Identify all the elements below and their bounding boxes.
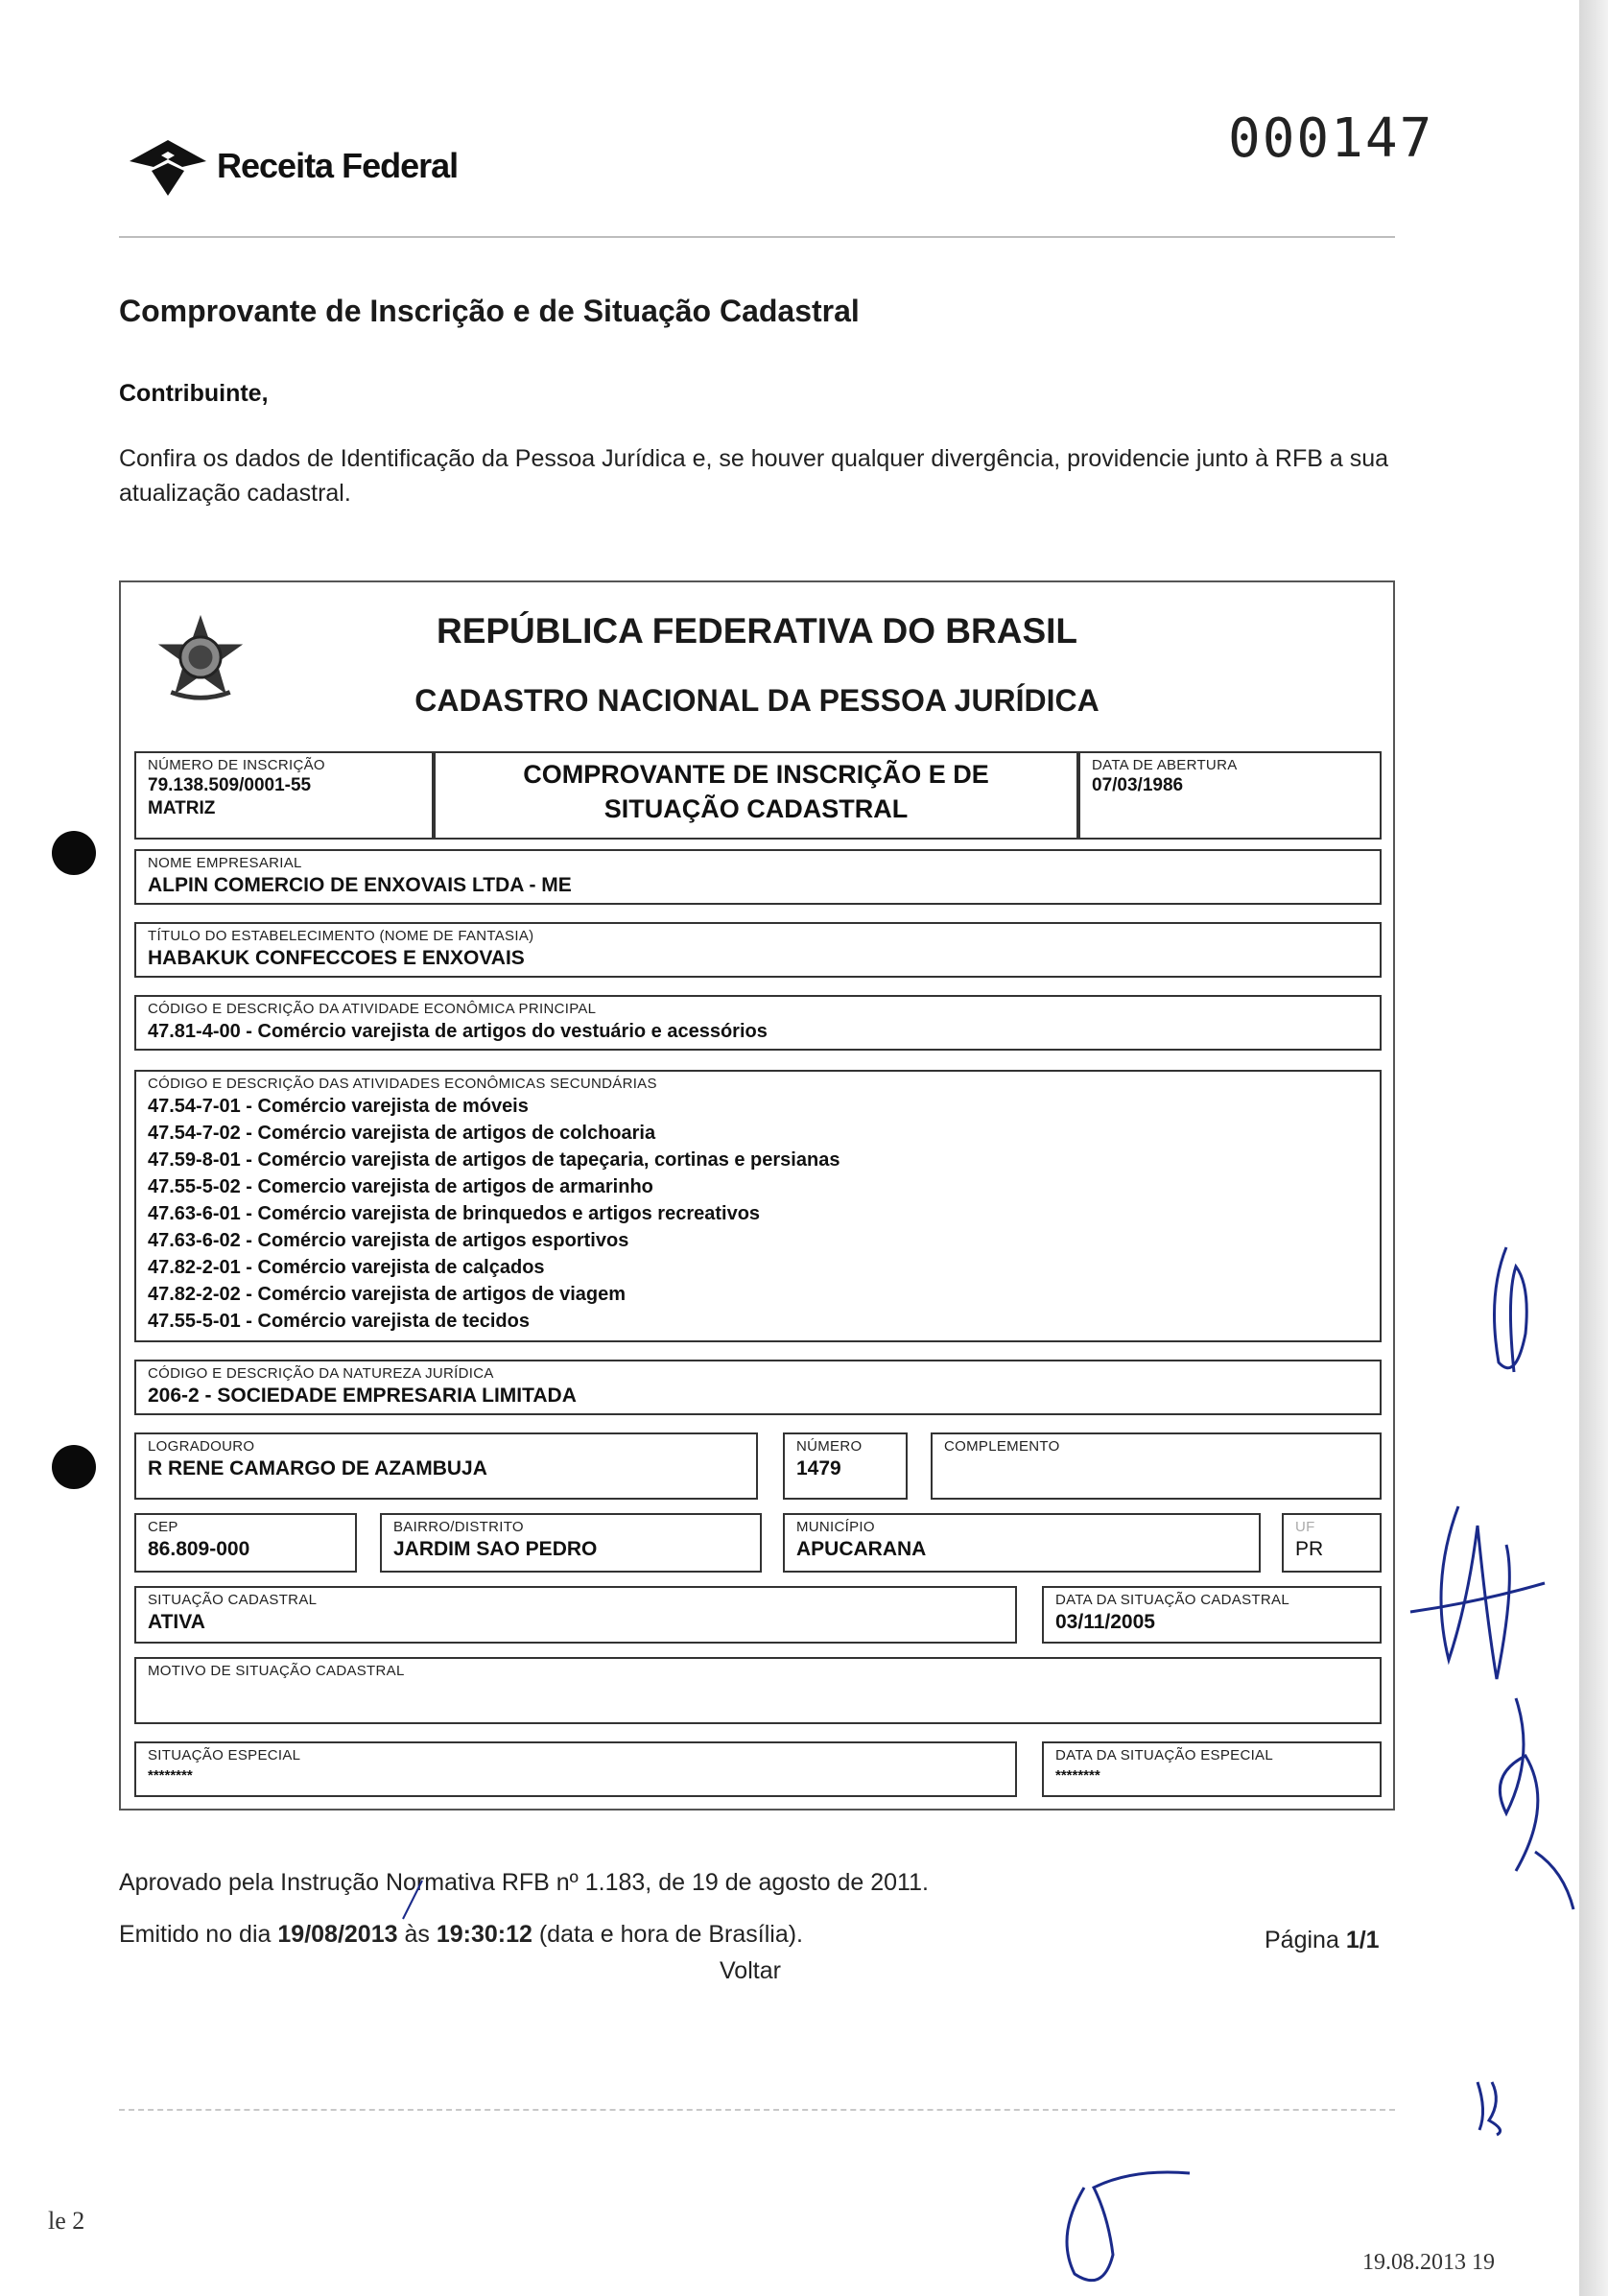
emission-mid: às xyxy=(404,1921,430,1948)
situacao-especial-label: SITUAÇÃO ESPECIAL xyxy=(148,1747,301,1763)
logradouro-label: LOGRADOURO xyxy=(148,1438,255,1455)
abertura-value: 07/03/1986 xyxy=(1092,775,1184,795)
logradouro-value: R RENE CAMARGO DE AZAMBUJA xyxy=(148,1457,487,1479)
data-situacao-especial-box xyxy=(1042,1741,1382,1797)
atividades-secundarias-box xyxy=(134,1070,1382,1342)
complemento-label: COMPLEMENTO xyxy=(944,1438,1060,1455)
bottom-date-stamp: 19.08.2013 19 xyxy=(1362,2250,1495,2275)
handwritten-rubric xyxy=(1046,2159,1199,2293)
page-label: Página xyxy=(1265,1927,1339,1953)
complemento-box xyxy=(931,1432,1382,1500)
abertura-label: DATA DE ABERTURA xyxy=(1092,757,1238,773)
emission-text xyxy=(119,1921,803,1949)
atividade-secundaria-item: 47.55-5-01 - Comércio varejista de tecidos xyxy=(148,1311,530,1332)
situacao-especial-box xyxy=(134,1741,1017,1797)
emission-suffix: (data e hora de Brasília). xyxy=(538,1921,804,1948)
emission-prefix: Emitido no dia xyxy=(119,1921,272,1948)
atividade-secundaria-item: 47.59-8-01 - Comércio varejista de artigos de tapeçaria, cortinas e persianas xyxy=(148,1149,840,1171)
situacao-value: ATIVA xyxy=(148,1611,205,1633)
data-situacao-especial-value: ******** xyxy=(1055,1767,1100,1784)
municipio-value: APUCARANA xyxy=(796,1538,927,1560)
uf-value: PR xyxy=(1295,1538,1324,1560)
municipio-box xyxy=(783,1513,1261,1573)
inscricao-box xyxy=(134,751,434,840)
uf-box xyxy=(1282,1513,1382,1573)
footer-divider xyxy=(119,2109,1395,2111)
binder-hole xyxy=(52,831,96,875)
nome-empresarial-label: NOME EMPRESARIAL xyxy=(148,855,302,871)
municipio-label: MUNICÍPIO xyxy=(796,1519,875,1535)
emission-time: 19:30:12 xyxy=(436,1921,532,1948)
data-situacao-box xyxy=(1042,1586,1382,1644)
header-divider xyxy=(119,236,1395,238)
bairro-value: JARDIM SAO PEDRO xyxy=(393,1538,598,1560)
logradouro-box xyxy=(134,1432,758,1500)
handwritten-mark xyxy=(1468,2072,1516,2140)
greeting: Contribuinte, xyxy=(119,380,269,407)
situacao-especial-value: ******** xyxy=(148,1767,193,1784)
bairro-box xyxy=(380,1513,762,1573)
situacao-label: SITUAÇÃO CADASTRAL xyxy=(148,1592,318,1608)
fantasia-label: TÍTULO DO ESTABELECIMENTO (NOME DE FANTASIA) xyxy=(148,928,534,944)
atividade-secundaria-item: 47.63-6-01 - Comércio varejista de brinquedos e artigos recreativos xyxy=(148,1203,761,1224)
atividade-secundaria-item: 47.82-2-02 - Comércio varejista de artigos de viagem xyxy=(148,1284,626,1305)
data-situacao-value: 03/11/2005 xyxy=(1055,1611,1155,1633)
cep-value: 86.809-000 xyxy=(148,1538,250,1560)
natureza-juridica-box xyxy=(134,1360,1382,1415)
abertura-box xyxy=(1078,751,1382,840)
binder-hole xyxy=(52,1445,96,1489)
cnpj-certificate xyxy=(119,580,1395,1811)
atividade-secundaria-item: 47.54-7-02 - Comércio varejista de artigos de colchoaria xyxy=(148,1123,656,1144)
atividade-principal-value: 47.81-4-00 - Comércio varejista de artigos do vestuário e acessórios xyxy=(148,1021,768,1042)
page-value: 1/1 xyxy=(1345,1927,1380,1953)
logo-text: Receita Federal xyxy=(217,146,459,185)
nome-empresarial-value: ALPIN COMERCIO DE ENXOVAIS LTDA - ME xyxy=(148,874,572,896)
uf-label: UF xyxy=(1295,1519,1315,1535)
natureza-juridica-value: 206-2 - SOCIEDADE EMPRESARIA LIMITADA xyxy=(148,1385,577,1407)
atividade-principal-box xyxy=(134,995,1382,1051)
situacao-box xyxy=(134,1586,1017,1644)
cep-box xyxy=(134,1513,357,1573)
page-stamp-number: 000147 xyxy=(1228,107,1434,170)
left-margin-note: le 2 xyxy=(48,2207,85,2235)
instruction-text: Confira os dados de Identificação da Pessoa Jurídica e, se houver qualquer divergência, providencie junto à RFB a sua atualização cadastral. xyxy=(119,445,1389,507)
fantasia-value: HABAKUK CONFECCOES E ENXOVAIS xyxy=(148,947,525,969)
handwritten-slash xyxy=(398,1876,427,1924)
numero-box xyxy=(783,1432,908,1500)
motivo-label: MOTIVO DE SITUAÇÃO CADASTRAL xyxy=(148,1663,405,1679)
comprovante-title-box xyxy=(434,751,1078,840)
inscricao-label: NÚMERO DE INSCRIÇÃO xyxy=(148,757,325,773)
page-edge-shadow xyxy=(1579,0,1608,2296)
atividade-secundaria-item: 47.63-6-02 - Comércio varejista de artigos esportivos xyxy=(148,1230,629,1251)
comprovante-title: COMPROVANTE DE INSCRIÇÃO E DE SITUAÇÃO CADASTRAL xyxy=(523,760,989,823)
bairro-label: BAIRRO/DISTRITO xyxy=(393,1519,524,1535)
cnpj-value: 79.138.509/0001-55 xyxy=(148,775,312,795)
republic-title: REPÚBLICA FEDERATIVA DO BRASIL xyxy=(436,611,1078,651)
page-title: Comprovante de Inscrição e de Situação Cadastral xyxy=(119,294,860,328)
approval-text: Aprovado pela Instrução Normativa RFB nº 1.183, de 19 de agosto de 2011. xyxy=(119,1869,929,1896)
atividade-secundaria-item: 47.55-5-02 - Comercio varejista de artigos de armarinho xyxy=(148,1176,653,1197)
receita-federal-emblem-icon xyxy=(125,132,211,200)
atividades-secundarias-label: CÓDIGO E DESCRIÇÃO DAS ATIVIDADES ECONÔMICAS SECUNDÁRIAS xyxy=(148,1076,657,1092)
tipo-value: MATRIZ xyxy=(148,798,216,818)
receita-federal-logo xyxy=(125,132,458,200)
handwritten-initial-signature xyxy=(1478,1238,1554,1391)
page-indicator xyxy=(1265,1927,1380,1954)
data-situacao-especial-label: DATA DA SITUAÇÃO ESPECIAL xyxy=(1055,1747,1274,1763)
atividade-principal-label: CÓDIGO E DESCRIÇÃO DA ATIVIDADE ECONÔMICA PRINCIPAL xyxy=(148,1001,597,1017)
atividade-secundaria-item: 47.54-7-01 - Comércio varejista de móveis xyxy=(148,1096,529,1117)
numero-label: NÚMERO xyxy=(796,1438,863,1455)
nome-empresarial-box xyxy=(134,849,1382,905)
natureza-juridica-label: CÓDIGO E DESCRIÇÃO DA NATUREZA JURÍDICA xyxy=(148,1365,494,1382)
back-link[interactable]: Voltar xyxy=(720,1957,781,1984)
motivo-box xyxy=(134,1657,1382,1724)
data-situacao-label: DATA DA SITUAÇÃO CADASTRAL xyxy=(1055,1592,1289,1608)
atividade-secundaria-item: 47.82-2-01 - Comércio varejista de calçados xyxy=(148,1257,545,1278)
numero-value: 1479 xyxy=(796,1457,841,1479)
emission-date: 19/08/2013 xyxy=(277,1921,398,1948)
fantasia-box xyxy=(134,922,1382,978)
registry-title: CADASTRO NACIONAL DA PESSOA JURÍDICA xyxy=(414,683,1100,718)
handwritten-signature xyxy=(1401,1468,1602,1929)
cep-label: CEP xyxy=(148,1519,178,1535)
